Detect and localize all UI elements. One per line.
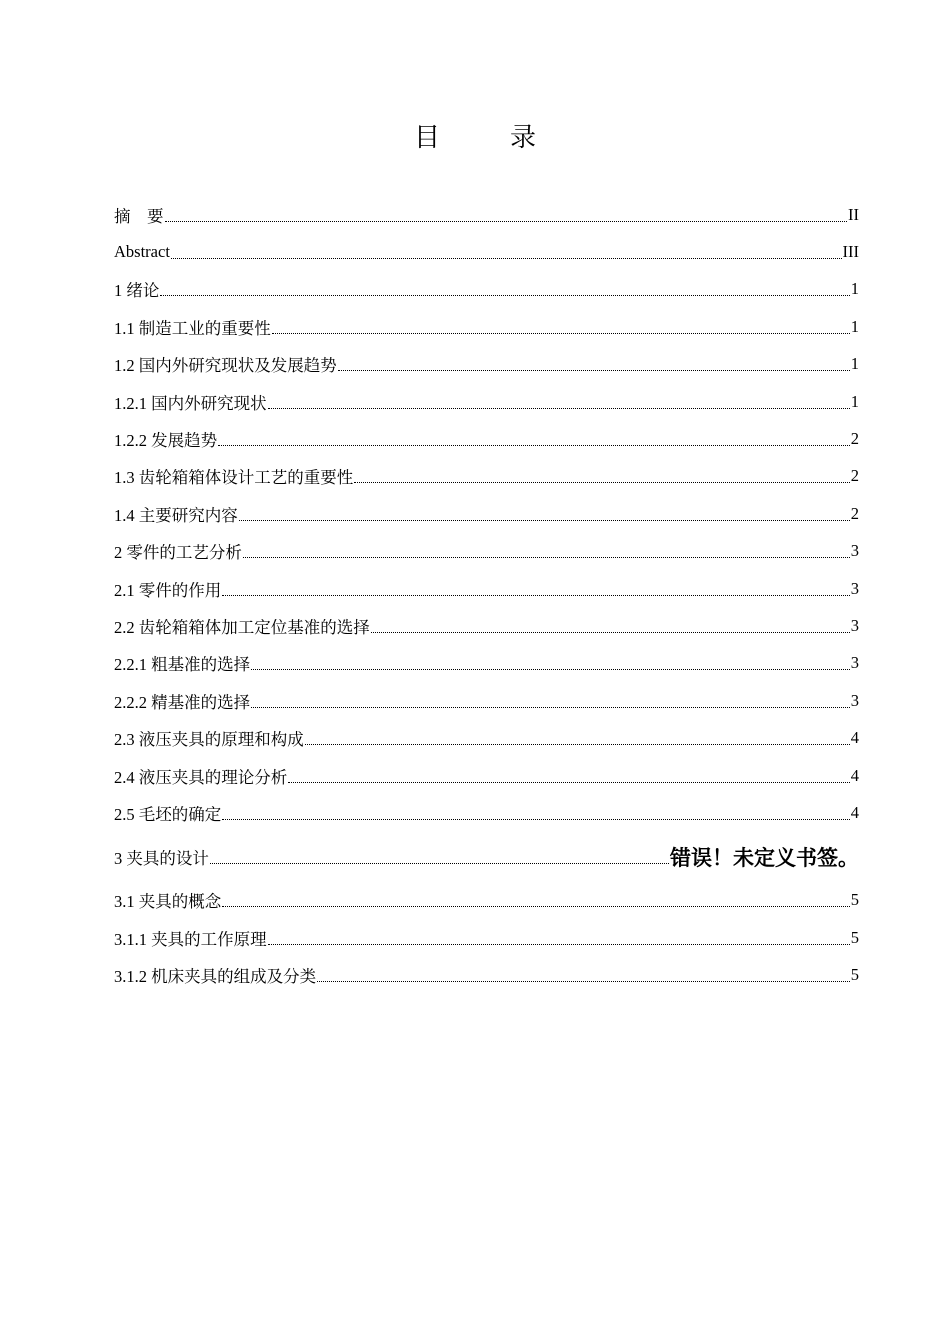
toc-entry-page: III: [842, 242, 859, 262]
toc-entry-page: 1: [850, 279, 859, 299]
toc-entry-page: 2: [850, 503, 859, 523]
toc-dot-leader: [210, 847, 669, 867]
toc-entry[interactable]: [114, 832, 859, 882]
toc-entry[interactable]: [114, 495, 859, 532]
toc-entry-label: 2.1 零件的作用: [114, 580, 222, 600]
toc-entry-label: 1.2.2 发展趋势: [114, 431, 218, 451]
page-title: 目 录: [413, 123, 558, 152]
toc-entry-label: 2 零件的工艺分析: [114, 543, 242, 563]
toc-entry-page: 3: [850, 578, 859, 598]
toc-dot-leader: [160, 279, 849, 299]
toc-entry[interactable]: [114, 794, 859, 831]
toc-entry[interactable]: [114, 533, 859, 570]
toc-entry-label: 2.2.2 精基准的选择: [114, 692, 251, 712]
toc-dot-leader: [305, 728, 850, 748]
toc-entry-page: 4: [850, 765, 859, 785]
toc-bookmark-error: 错误！未定义书签。: [670, 845, 859, 870]
toc-entry-label: 3.1 夹具的概念: [114, 892, 222, 912]
toc-dot-leader: [218, 429, 850, 449]
toc-entry-page: 3: [850, 615, 859, 635]
toc-dot-leader: [243, 541, 850, 561]
toc-entry-label: 3.1.1 夹具的工作原理: [114, 929, 267, 949]
toc-entry-label: 2.5 毛坯的确定: [114, 804, 222, 824]
toc-dot-leader: [222, 803, 850, 823]
toc-entry-page: 5: [850, 965, 859, 985]
toc-entry-page: 5: [850, 927, 859, 947]
toc-entry-page: 3: [850, 541, 859, 561]
toc-entry-label: 2.2 齿轮箱箱体加工定位基准的选择: [114, 617, 370, 637]
toc-dot-leader: [251, 653, 850, 673]
toc-entry-label: 1.3 齿轮箱箱体设计工艺的重要性: [114, 468, 354, 488]
toc-entry-label: 摘 要: [114, 206, 164, 226]
toc-dot-leader: [288, 766, 850, 786]
toc-entry-page: 1: [850, 316, 859, 336]
toc-entry-page: II: [848, 204, 859, 224]
toc-entry[interactable]: [114, 719, 859, 756]
toc-dot-leader: [268, 392, 850, 412]
table-of-contents: [114, 196, 859, 994]
toc-entry[interactable]: [114, 682, 859, 719]
toc-entry[interactable]: [114, 458, 859, 495]
toc-entry-page: 3: [850, 653, 859, 673]
toc-entry[interactable]: [114, 233, 859, 270]
toc-entry-label: 3 夹具的设计: [114, 848, 209, 868]
toc-entry[interactable]: [114, 420, 859, 457]
toc-entry-page: 1: [850, 354, 859, 374]
toc-entry[interactable]: [114, 271, 859, 308]
toc-dot-leader: [222, 890, 850, 910]
toc-entry-page: 3: [850, 690, 859, 710]
toc-entry-page: 1: [850, 391, 859, 411]
toc-entry-page: 5: [850, 890, 859, 910]
toc-dot-leader: [317, 965, 850, 985]
toc-dot-leader: [338, 354, 850, 374]
toc-dot-leader: [272, 317, 850, 337]
toc-dot-leader: [354, 466, 850, 486]
toc-entry[interactable]: [114, 570, 859, 607]
toc-entry[interactable]: [114, 956, 859, 993]
toc-entry-label: 3.1.2 机床夹具的组成及分类: [114, 967, 317, 987]
toc-entry[interactable]: [114, 882, 859, 919]
toc-dot-leader: [222, 579, 850, 599]
toc-entry[interactable]: [114, 308, 859, 345]
toc-entry[interactable]: [114, 645, 859, 682]
toc-entry-page: 4: [850, 802, 859, 822]
toc-dot-leader: [171, 242, 842, 262]
toc-dot-leader: [371, 616, 850, 636]
toc-entry[interactable]: [114, 346, 859, 383]
toc-entry[interactable]: [114, 607, 859, 644]
toc-entry-label: 1.4 主要研究内容: [114, 505, 238, 525]
toc-entry-label: 1.1 制造工业的重要性: [114, 318, 271, 338]
toc-dot-leader: [239, 504, 850, 524]
toc-entry-label: 2.2.1 粗基准的选择: [114, 655, 251, 675]
toc-dot-leader: [268, 928, 850, 948]
toc-entry-label: 2.4 液压夹具的理论分析: [114, 767, 288, 787]
toc-entry-page: 4: [850, 728, 859, 748]
toc-entry-page: 2: [850, 466, 859, 486]
toc-entry[interactable]: [114, 383, 859, 420]
toc-entry[interactable]: [114, 196, 859, 233]
toc-entry[interactable]: [114, 757, 859, 794]
toc-entry-label: 1.2 国内外研究现状及发展趋势: [114, 356, 337, 376]
toc-entry[interactable]: [114, 919, 859, 956]
toc-entry-label: 2.3 液压夹具的原理和构成: [114, 730, 304, 750]
toc-dot-leader: [165, 205, 848, 225]
toc-entry-label: 1 绪论: [114, 281, 160, 301]
toc-entry-label: 1.2.1 国内外研究现状: [114, 393, 267, 413]
toc-entry-page: 2: [850, 429, 859, 449]
toc-dot-leader: [251, 691, 850, 711]
toc-entry-label: Abstract: [114, 242, 170, 262]
